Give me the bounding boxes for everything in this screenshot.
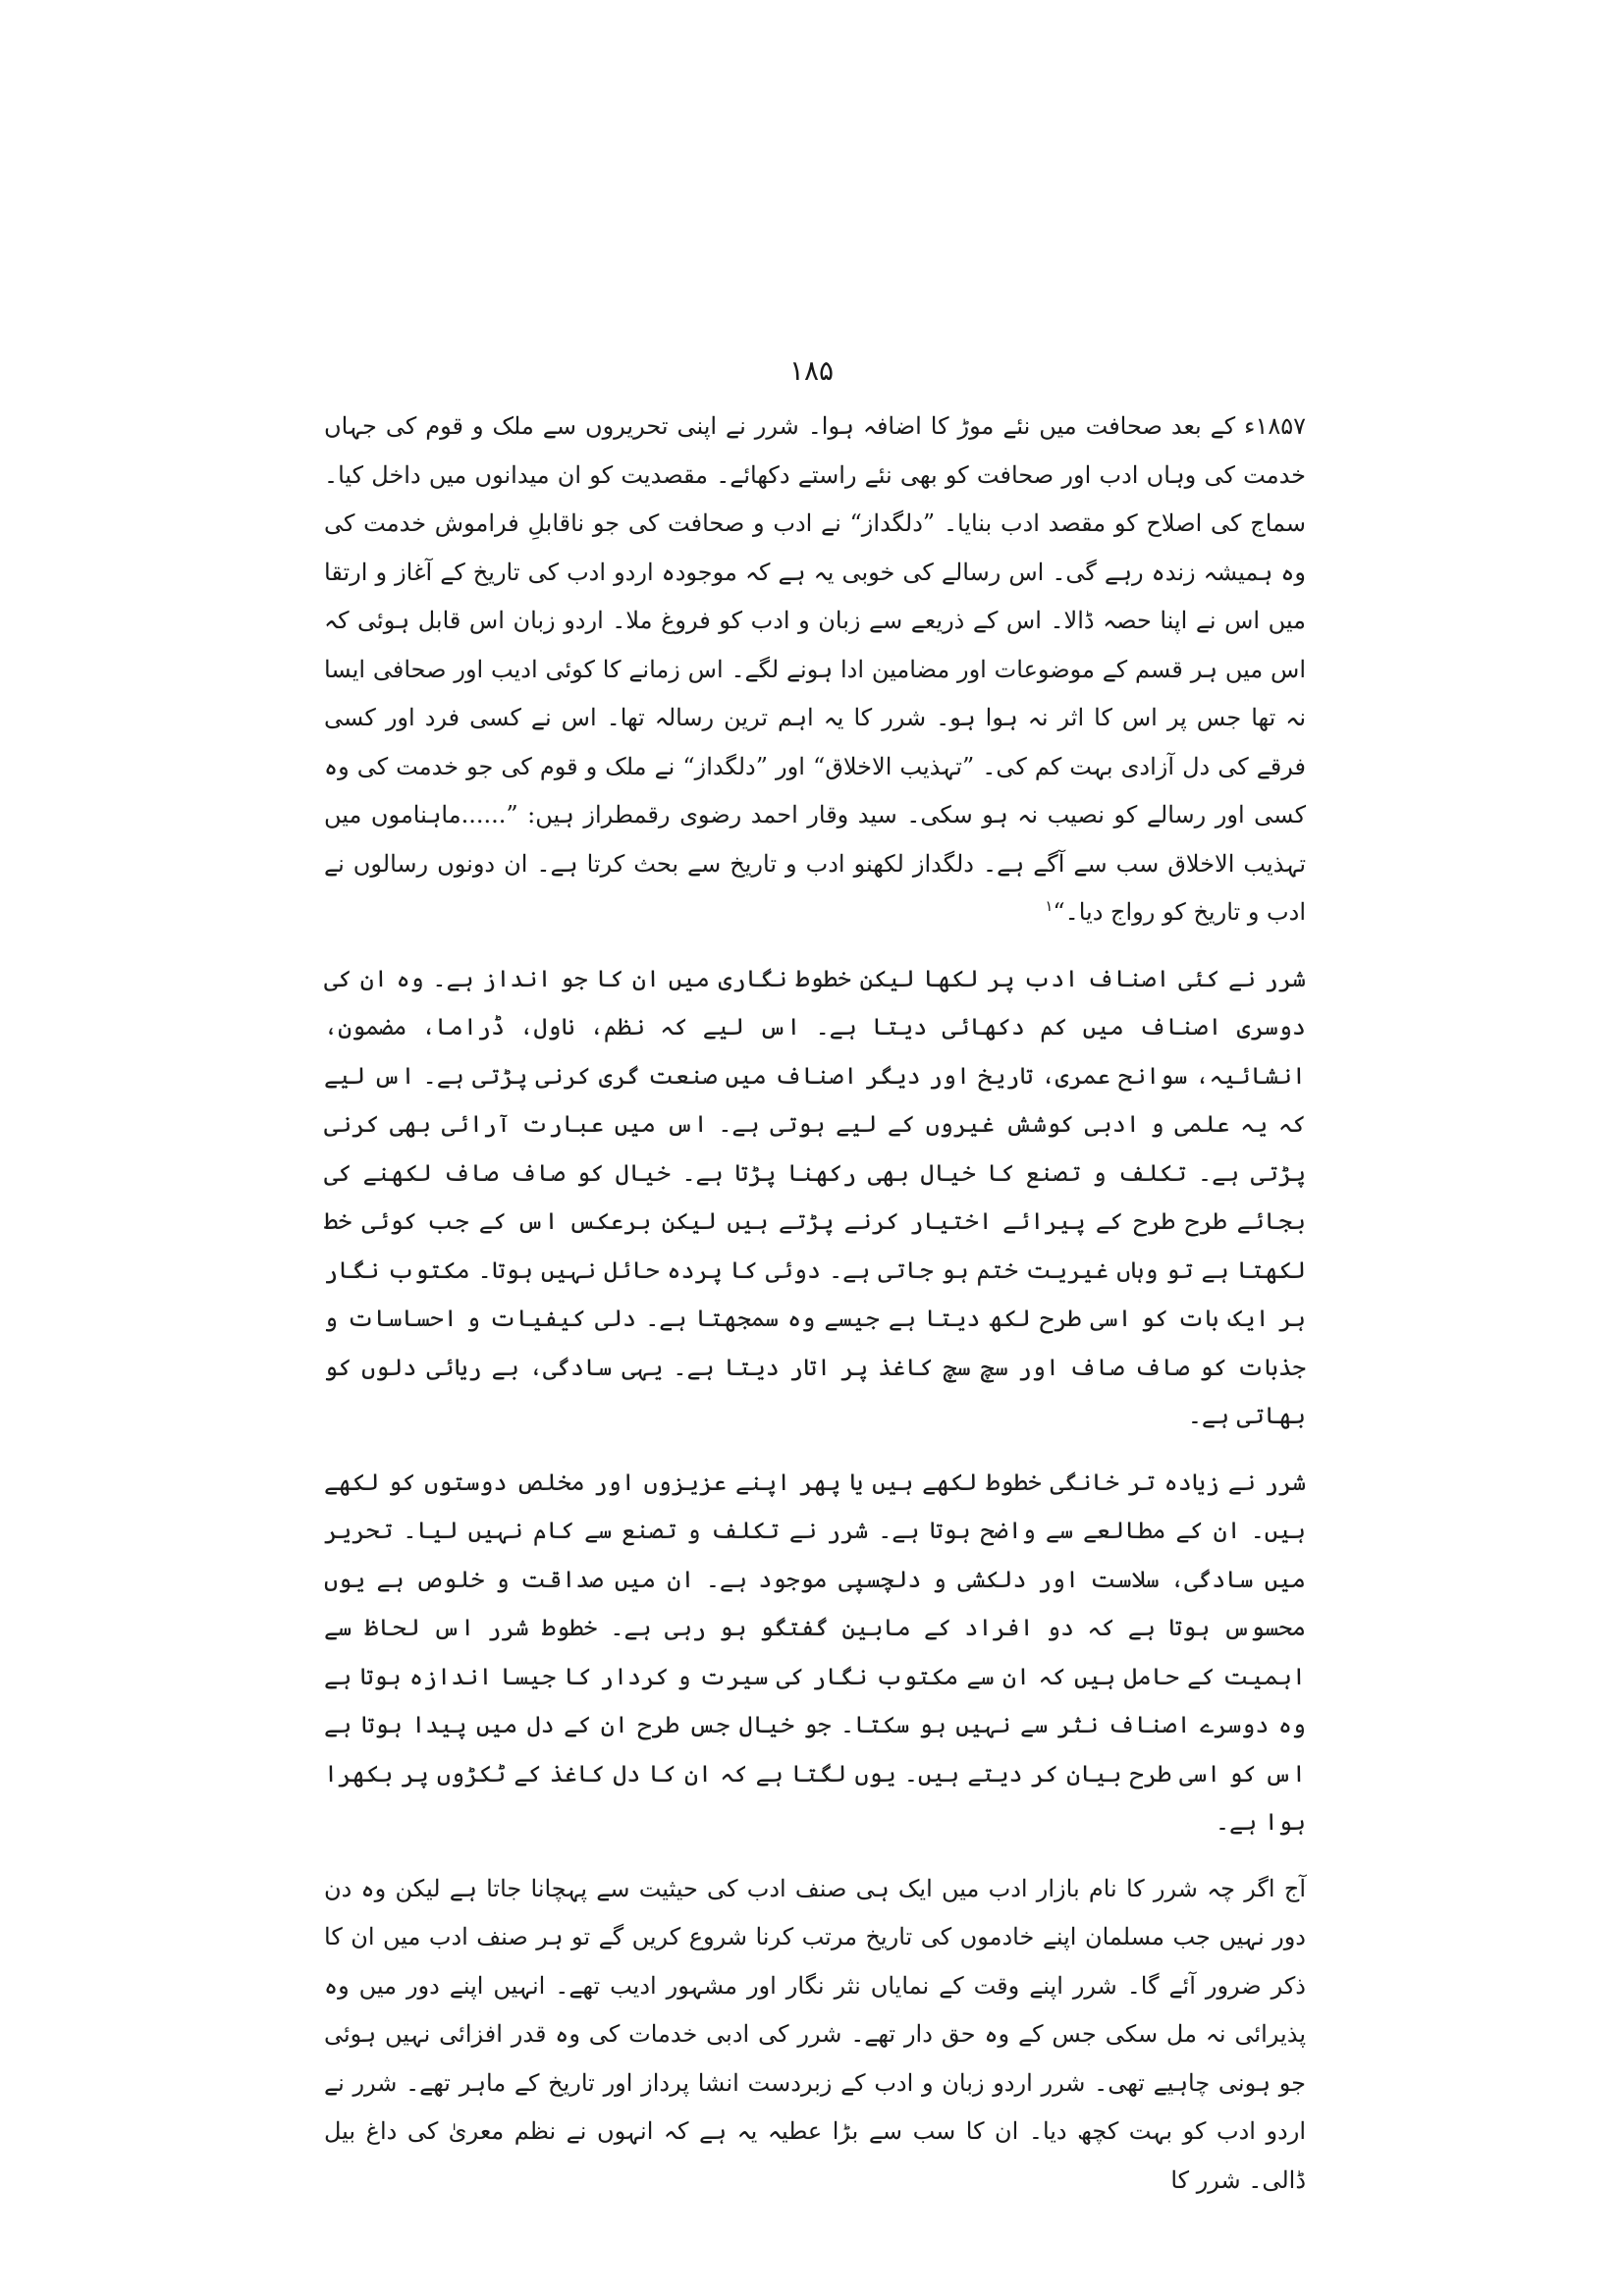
paragraph-4: آج اگر چہ شرر کا نام بازار ادب میں ایک ہی صنف ادب کی حیثیت سے پہچانا جاتا ہے لیکن وہ دن دور نہیں جب مسلمان اپنے خادموں کی تاریخ مرتب کرنا شروع کریں گے تو ہر صنف ادب میں ان کا ذکر ضرور آئے گا۔ شرر اپنے وقت کے نمایاں نثر نگار اور مشہور ادیب تھے۔ انہیں اپنے دور میں وہ پذیرائی نہ مل سکی جس کے وہ حق دار تھے۔ شرر کی ادبی خدمات کی وہ قدر افزائی نہیں ہوئی جو ہونی چاہیے تھی۔ شرر اردو زبان و ادب کے زبردست انشا پرداز اور تاریخ کے ماہر تھے۔ شرر نے اردو ادب کو بہت کچھ دیا۔ ان کا سب سے بڑا عطیہ یہ ہے کہ انہوں نے نظم معریٰ کی داغ بیل ڈالی۔ شرر کا [324, 1874, 1307, 2194]
paragraph-1 [324, 402, 1306, 937]
paragraph-3: شرر نے زیادہ تر خانگی خطوط لکھے ہیں یا پھر اپنے عزیزوں اور مخلص دوستوں کو لکھے ہیں۔ ان کے مطالعے سے واضح ہوتا ہے۔ شرر نے تکلف و تصنع سے کام نہیں لیا۔ تحریر میں سادگی، سلاست اور دلکشی و دلچسپی موجود ہے۔ ان میں صداقت و خلوص ہے یوں محسوس ہوتا ہے کہ دو افراد کے مابین گفتگو ہو رہی ہے۔ خطوط شرر اس لحاظ سے اہمیت کے حامل ہیں کہ ان سے مکتوب نگار کی سیرت و کردار کا جیسا اندازہ ہوتا ہے وہ دوسرے اصناف نثر سے نہیں ہو سکتا۔ جو خیال جس طرح ان کے دل میں پیدا ہوتا ہے اس کو اسی طرح بیان کر دیتے ہیں۔ یوں لگتا ہے کہ ان کا دل کاغذ کے ٹکڑوں پر بکھرا ہوا ہے۔ [324, 1468, 1306, 1836]
paragraph-2: شرر نے کئی اصناف ادب پر لکھا لیکن خطوط نگاری میں ان کا جو انداز ہے۔ وہ ان کی دوسری اصناف میں کم دکھائی دیتا ہے۔ اس لیے کہ نظم، ناول، ڈراما، مضمون، انشائیہ، سوانح عمری، تاریخ اور دیگر اصناف میں صنعت گری کرنی پڑتی ہے۔ اس لیے کہ یہ علمی و ادبی کوشش غیروں کے لیے ہوتی ہے۔ اس میں عبارت آرائی بھی کرنی پڑتی ہے۔ تکلف و تصنع کا خیال بھی رکھنا پڑتا ہے۔ خیال کو صاف صاف لکھنے کی بجائے طرح طرح کے پیرائے اختیار کرنے پڑتے ہیں لیکن برعکس اس کے جب کوئی خط لکھتا ہے تو وہاں غیریت ختم ہو جاتی ہے۔ دوئی کا پردہ حائل نہیں ہوتا۔ مکتوب نگار ہر ایک بات کو اسی طرح لکھ دیتا ہے جیسے وہ سمجھتا ہے۔ دلی کیفیات و احساسات و جذبات کو صاف صاف اور سچ سچ کاغذ پر اتار دیتا ہے۔ یہی سادگی، بے ریائی دلوں کو بھاتی ہے۔ [324, 964, 1306, 1429]
footnote-marker: ۱ [1045, 897, 1054, 915]
paragraph-1-text: ۱۸۵۷ء کے بعد صحافت میں نئے موڑ کا اضافہ ہوا۔ شرر نے اپنی تحریروں سے ملک و قوم کی جہاں خدمت کی وہاں ادب اور صحافت کو بھی نئے راستے دکھائے۔ مقصدیت کو ان میدانوں میں داخل کیا۔ سماج کی اصلاح کو مقصد ادب بنایا۔ ”دلگداز“ نے ادب و صحافت کی جو ناقابلِ فراموش خدمت کی وہ ہمیشہ زندہ رہے گی۔ اس رسالے کی خوبی یہ ہے کہ موجودہ اردو ادب کی تاریخ کے آغاز و ارتقا میں اس نے اپنا حصہ ڈالا۔ اس کے ذریعے سے زبان و ادب کو فروغ ملا۔ اردو زبان اس قابل ہوئی کہ اس میں ہر قسم کے موضوعات اور مضامین ادا ہونے لگے۔ اس زمانے کا کوئی ادیب اور صحافی ایسا نہ تھا جس پر اس کا اثر نہ ہوا ہو۔ شرر کا یہ اہم ترین رسالہ تھا۔ اس نے کسی فرد اور کسی فرقے کی دل آزادی بہت کم کی۔ ”تہذیب الاخلاق“ اور ”دلگداز“ نے ملک و قوم کی جو خدمت کی وہ کسی اور رسالے کو نصیب نہ ہو سکی۔ سید وقار احمد رضوی رقمطراز ہیں: ”......ماہناموں میں تہذیب الاخلاق سب سے آگے ہے۔ دلگداز لکھنو ادب و تاریخ سے بحث کرتا ہے۔ ان دونوں رسالوں نے ادب و تاریخ کو رواج دیا۔“ [324, 412, 1307, 926]
body-text [324, 402, 1306, 2205]
page-number: ۱۸۵ [788, 354, 835, 387]
